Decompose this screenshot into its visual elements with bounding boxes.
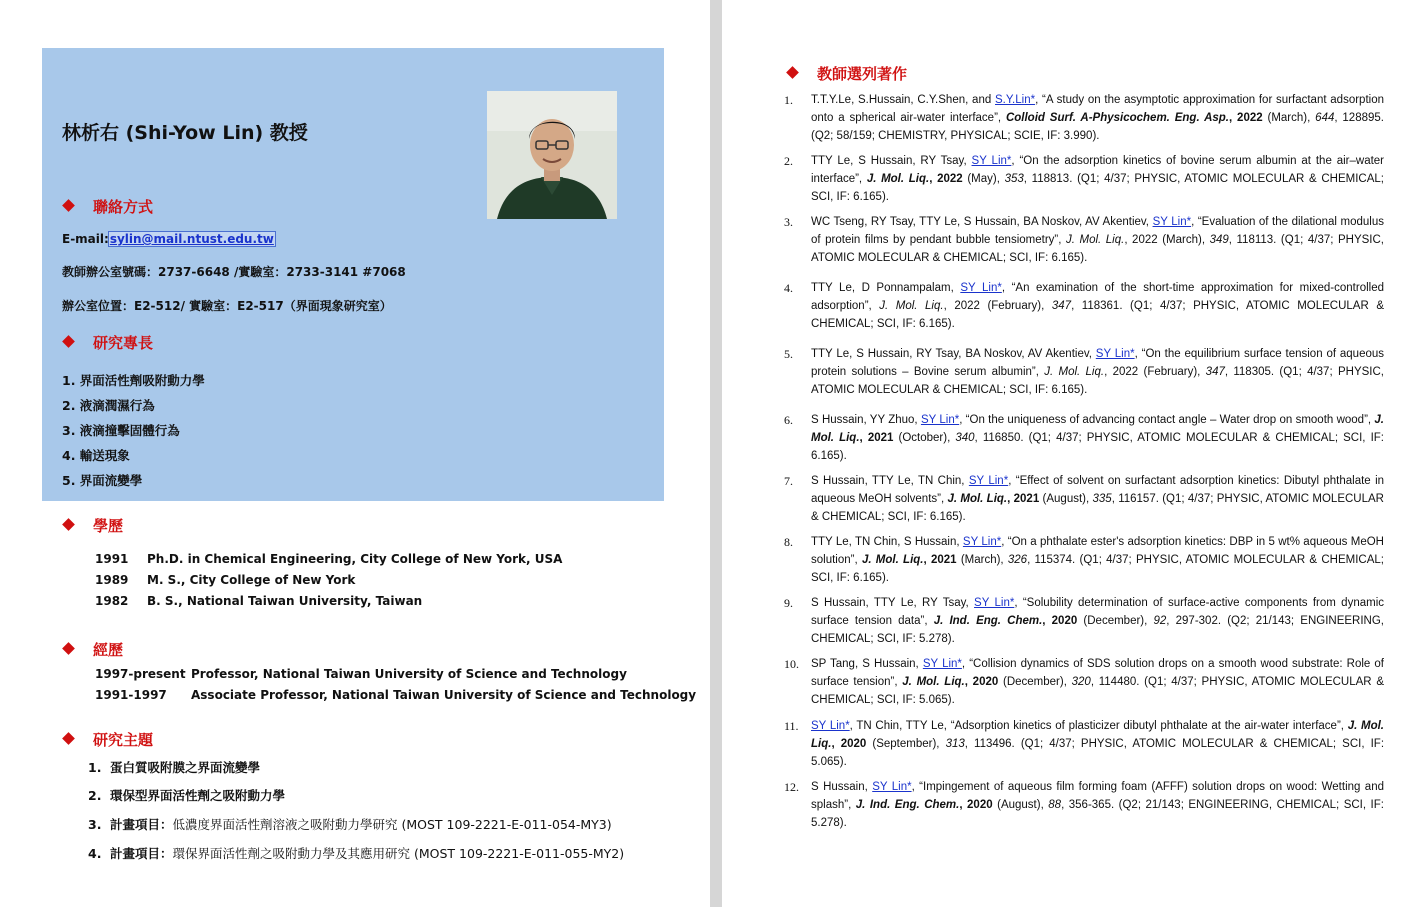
publication-item: 11. SY Lin*, TN Chin, TTY Le, “Adsorption kinetics of plasticizer dibutyl phthalate at the air-water interface”, J. Mol. Liq., 2020 (September), 313, 113496. (Q1; 4/37; PHYSIC, ATOMIC MOLECULAR & CHEMICAL; SCI, IF: 5.065). xyxy=(784,719,1385,768)
publication-item: 8. TTY Le, TN Chin, S Hussain, SY Lin*, “On a phthalate ester's adsorption kinetics: DBP in 5 wt% aqueous MeOH solution”, J. Mol. Liq., 2021 (March), 326, 115374. (Q1; 4/37; PHYSIC, ATOMIC MOLECULAR & CHEMICAL; SCI, IF: 6.165). xyxy=(784,535,1384,584)
author-link[interactable]: SY Lin* xyxy=(968,475,1009,487)
publication-item: 9. S Hussain, TTY Le, RY Tsay, SY Lin*, “Solubility determination of surface-active components from dynamic surface tension data”, J. Ind. Eng. Chem., 2020 (December), 92, 297-302. (Q2; 21/143; ENGINEERING, CHEMICAL; SCI, IF: 5.278). xyxy=(784,596,1385,645)
experience-row: 1997-present Professor, National Taiwan University of Science and Technology xyxy=(95,667,627,681)
education-row: 1991 Ph.D. in Chemical Engineering, City College of New York, USA xyxy=(95,552,563,566)
email-link[interactable]: sylin@mail.ntust.edu.tw xyxy=(109,232,274,246)
specialty-heading: 研究專長 xyxy=(64,332,153,353)
education-row: 1982 B. S., National Taiwan University, Taiwan xyxy=(95,594,423,608)
publication-item: 1. T.T.Y.Le, S.Hussain, C.Y.Shen, and S.Y.Lin*, “A study on the asymptotic approximation for surfactant adsorption onto a spherical air-water interface”, Colloid Surf. A-Physicochem. Eng. Asp., 2022 (March), 644, 128895. (Q2; 58/159; CHEMISTRY, PHYSICAL; SCIE, IF: 3.990). xyxy=(784,93,1384,142)
author-link[interactable]: SY Lin* xyxy=(872,781,912,793)
phone-line: 教師辦公室號碼：2737-6648 /實驗室：2733-3141 #7068 xyxy=(62,265,406,279)
publication-item: 6. S Hussain, YY Zhuo, SY Lin*, “On the uniqueness of advancing contact angle – Water drop on smooth wood”, J. Mol. Liq., 2021 (October), 340, 116850. (Q1; 4/37; PHYSIC, ATOMIC MOLECULAR & CHEMICAL; SCI, IF: 6.165). xyxy=(784,413,1384,462)
specialty-item: 3. 液滴撞擊固體行為 xyxy=(62,423,180,438)
author-link[interactable]: SY Lin* xyxy=(1095,348,1135,360)
profile-panel xyxy=(42,48,664,501)
diamond-bullet-icon xyxy=(62,732,75,745)
email-row xyxy=(62,232,275,246)
email-label: E-mail: xyxy=(62,232,109,246)
specialty-item: 4. 輸送現象 xyxy=(62,448,130,463)
diamond-bullet-icon xyxy=(786,66,799,79)
portrait-image xyxy=(487,91,617,219)
author-link[interactable]: SY Lin* xyxy=(920,414,960,426)
publication-item: 5. TTY Le, S Hussain, RY Tsay, BA Noskov, AV Akentiev, SY Lin*, “On the equilibrium surface tension of aqueous protein solutions – Bovine serum albumin”, J. Mol. Liq., 2022 (February), 347, 118305. (Q1; 4/37; PHYSIC, ATOMIC MOLECULAR & CHEMICAL; SCI, IF: 6.165). xyxy=(784,347,1385,396)
experience-heading: 經歷 xyxy=(64,639,123,660)
diamond-bullet-icon xyxy=(62,335,75,348)
publication-item: 4. TTY Le, D Ponnampalam, SY Lin*, “An examination of the short-time approximation for mixed-controlled adsorption”, J. Mol. Liq., 2022 (February), 347, 118361. (Q1; 4/37; PHYSIC, ATOMIC MOLECULAR & CHEMICAL; SCI, IF: 6.165). xyxy=(784,281,1384,330)
education-heading: 學歷 xyxy=(64,515,123,536)
diamond-bullet-icon xyxy=(62,642,75,655)
publication-item: 2. TTY Le, S Hussain, RY Tsay, SY Lin*, “On the adsorption kinetics of bovine serum albumin at the air–water interface”, J. Mol. Liq., 2022 (May), 353, 118813. (Q1; 4/37; PHYSIC, ATOMIC MOLECULAR & CHEMICAL; SCI, IF: 6.165). xyxy=(784,154,1385,203)
profile-photo xyxy=(487,91,617,219)
diamond-bullet-icon xyxy=(62,199,75,212)
author-link[interactable]: SY Lin* xyxy=(974,597,1015,609)
specialty-item: 5. 界面流變學 xyxy=(62,473,143,488)
specialty-item: 2. 液滴潤濕行為 xyxy=(62,398,155,413)
author-link[interactable]: SY Lin* xyxy=(1152,216,1192,228)
page-gutter xyxy=(710,0,722,907)
experience-row: 1991-1997 Associate Professor, National Taiwan University of Science and Technology xyxy=(95,688,697,702)
topic-item: 1. 蛋白質吸附膜之界面流變學 xyxy=(88,760,261,775)
author-link[interactable]: SY Lin* xyxy=(962,536,1002,548)
education-row: 1989 M. S., City College of New York xyxy=(95,573,356,587)
publication-item: 3. WC Tseng, RY Tsay, TTY Le, S Hussain, BA Noskov, AV Akentiev, SY Lin*, “Evaluation of the dilational modulus of protein films by pendant bubble tensiometry”, J. Mol. Liq., 2022 (March), 349, 118113. (Q1; 4/37; PHYSIC, ATOMIC MOLECULAR & CHEMICAL; SCI, IF: 6.165). xyxy=(784,215,1385,264)
contact-heading: 聯絡方式 xyxy=(64,196,153,217)
author-link[interactable]: S.Y.Lin* xyxy=(995,94,1036,106)
publication-item: 7. S Hussain, TTY Le, TN Chin, SY Lin*, “Effect of solvent on surfactant adsorption kinetics: Dibutyl phthalate in aqueous MeOH solvents”, J. Mol. Liq., 2021 (August), 335, 116157. (Q1; 4/37; PHYSIC, ATOMIC MOLECULAR & CHEMICAL; SCI, IF: 6.165). xyxy=(784,474,1385,523)
publications-heading: 教師選列著作 xyxy=(788,63,907,84)
page-right xyxy=(722,0,1427,907)
professor-name: 林析右 (Shi-Yow Lin) 教授 xyxy=(62,122,308,144)
specialty-item: 1. 界面活性劑吸附動力學 xyxy=(62,373,205,388)
author-link[interactable]: SY Lin* xyxy=(971,155,1012,167)
author-link[interactable]: SY Lin* xyxy=(960,282,1002,294)
author-link[interactable]: SY Lin* xyxy=(811,720,850,732)
topic-item: 4. 計畫項目：環保界面活性劑之吸附動力學及其應用研究 (MOST 109-2221-E-011-055-MY2) xyxy=(88,846,625,861)
author-link[interactable]: SY Lin* xyxy=(922,658,962,670)
office-line: 辦公室位置：E2-512/ 實驗室：E2-517（界面現象研究室） xyxy=(62,299,392,313)
publication-item: 12. S Hussain, SY Lin*, “Impingement of aqueous film forming foam (AFFF) solution drops on wood: Wetting and splash”, J. Ind. Eng. Chem., 2020 (August), 88, 356-365. (Q2; 21/143; ENGINEERING, CHEMICAL; SCI, IF: 5.278). xyxy=(784,780,1384,829)
publication-item: 10. SP Tang, S Hussain, SY Lin*, “Collision dynamics of SDS solution drops on a smooth wood substrate: Role of surface tension”, J. Mol. Liq., 2020 (December), 320, 114480. (Q1; 4/37; PHYSIC, ATOMIC MOLECULAR & CHEMICAL; SCI, IF: 5.065). xyxy=(784,657,1385,706)
topic-item: 3. 計畫項目：低濃度界面活性劑溶液之吸附動力學研究 (MOST 109-2221-E-011-054-MY3) xyxy=(88,817,612,832)
topics-heading: 研究主題 xyxy=(64,729,153,750)
diamond-bullet-icon xyxy=(62,518,75,531)
topic-item: 2. 環保型界面活性劑之吸附動力學 xyxy=(88,788,286,803)
page-left xyxy=(0,0,710,907)
